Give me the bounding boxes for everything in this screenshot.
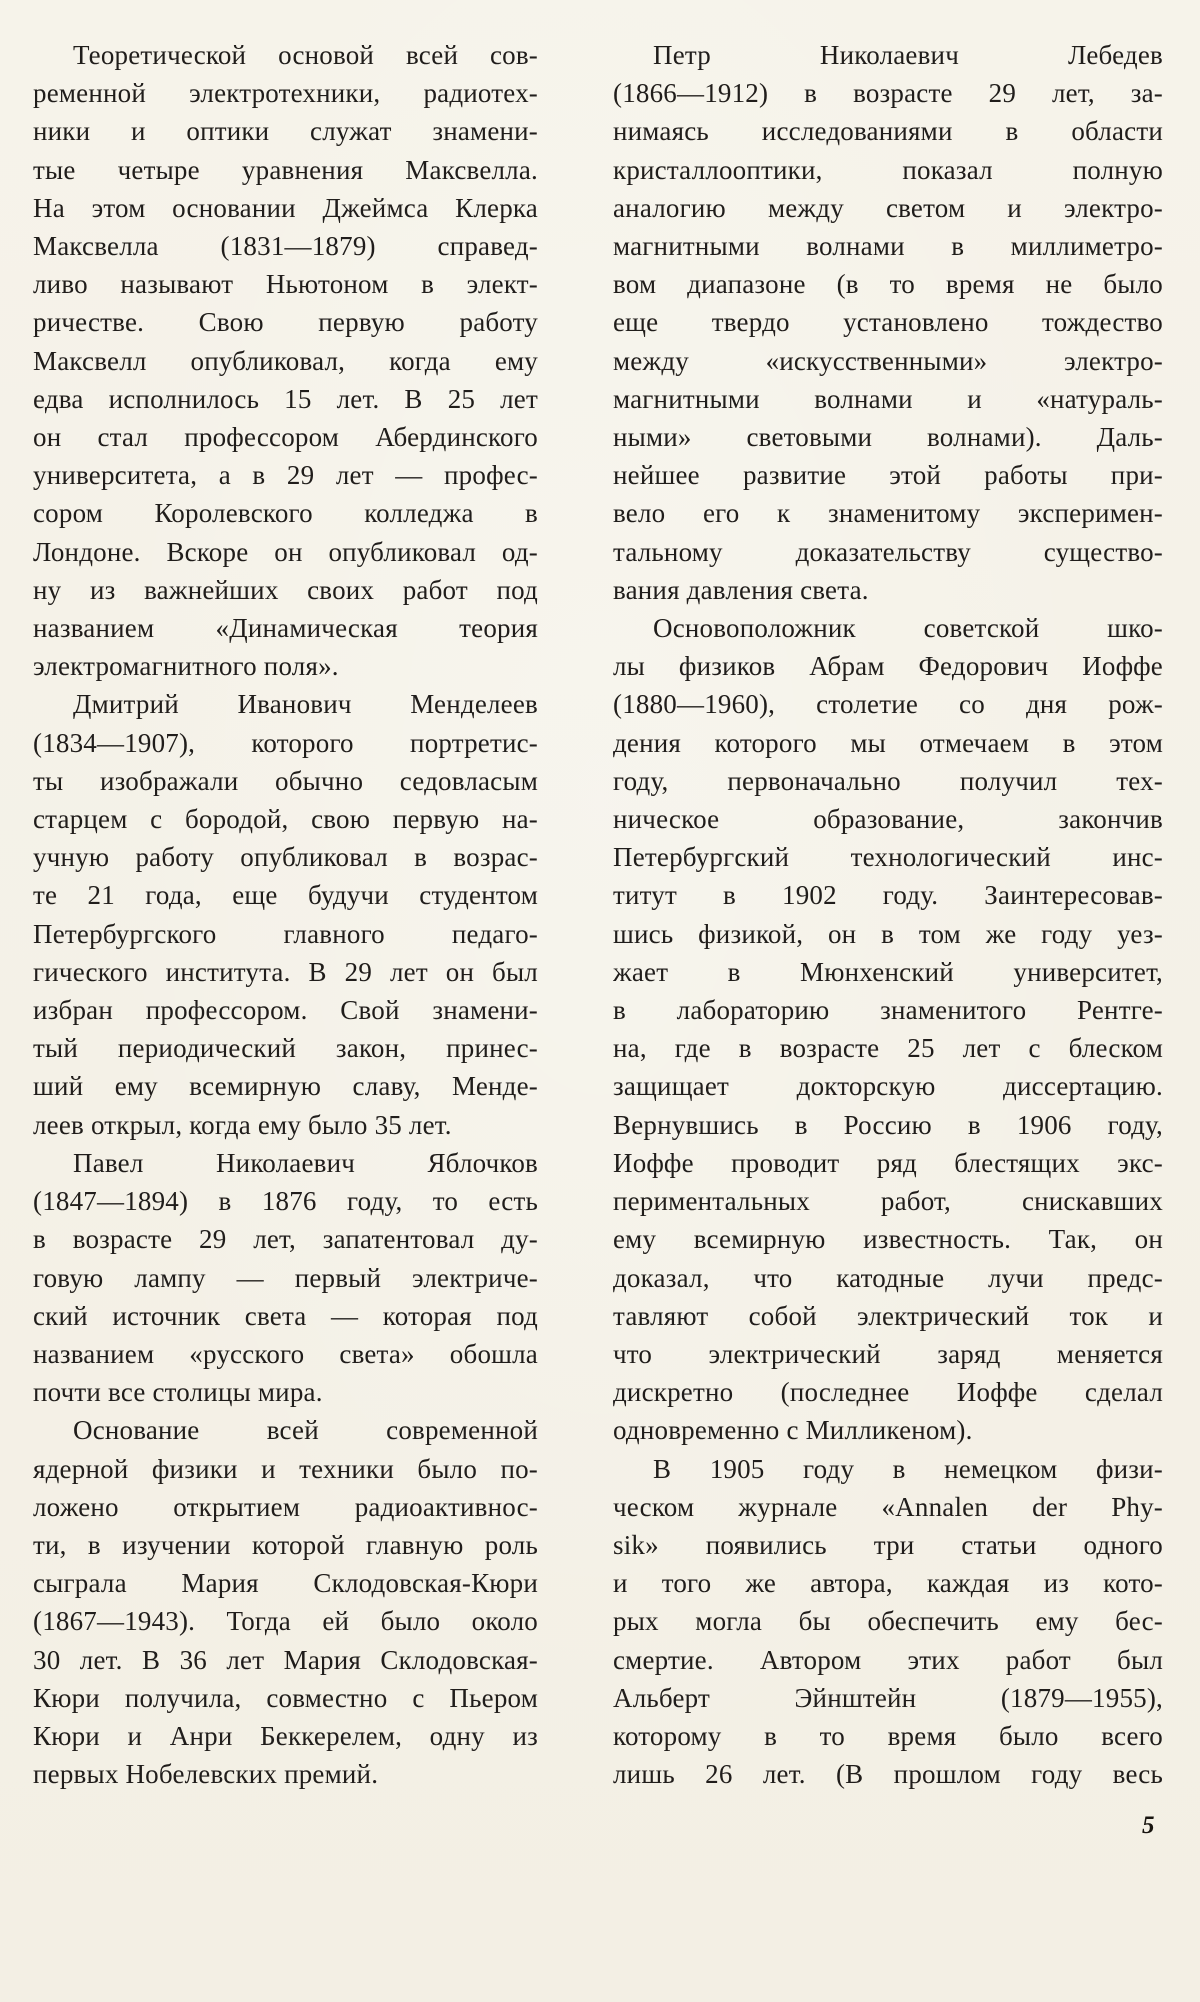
paragraph — [33, 36, 538, 685]
text-line: которому в то время было всего — [613, 1720, 1163, 1751]
text-line: Основание всей современной — [73, 1415, 538, 1446]
text-line: первых Нобелевских премий. — [33, 1759, 379, 1790]
text-line: жает в Мюнхенский университет, — [613, 956, 1163, 987]
paragraph — [33, 685, 538, 1143]
text-line: кристаллооптики, показал полную — [613, 154, 1163, 185]
text-line: ядерной физики и техники было по- — [33, 1453, 538, 1484]
text-line: названием «русского света» обошла — [33, 1338, 538, 1369]
text-line: ну из важнейших своих работ под — [33, 574, 538, 605]
text-line: между «искусственными» электро- — [613, 345, 1163, 376]
text-line: вело его к знаменитому эксперимен- — [613, 498, 1163, 529]
paragraph — [33, 1144, 538, 1411]
text-line: одновременно с Милликеном). — [613, 1415, 973, 1446]
text-line: ники и оптики служат знамени- — [33, 116, 538, 147]
text-line: Максвелла (1831—1879) справед- — [33, 231, 538, 262]
text-line: смертие. Автором этих работ был — [613, 1644, 1163, 1675]
text-line: Петербургского главного педаго- — [33, 918, 538, 949]
text-line: Альберт Эйнштейн (1879—1955), — [613, 1682, 1163, 1713]
text-line: дискретно (последнее Иоффе сделал — [613, 1377, 1163, 1408]
text-line: гического института. В 29 лет он был — [33, 956, 538, 987]
text-line: рых могла бы обеспечить ему бес- — [613, 1606, 1163, 1637]
text-line: лы физиков Абрам Федорович Иоффе — [613, 651, 1163, 682]
text-line: шись физикой, он в том же году уез- — [613, 918, 1163, 949]
text-line: Петр Николаевич Лебедев — [653, 40, 1163, 70]
paragraph — [613, 36, 1163, 609]
text-line: ными» световыми волнами). Даль- — [613, 422, 1163, 453]
text-line: Павел Николаевич Яблочков — [73, 1147, 538, 1178]
text-line: тый периодический закон, принес- — [33, 1033, 538, 1064]
text-line: лишь 26 лет. (В прошлом году весь — [613, 1759, 1163, 1790]
text-line: титут в 1902 году. Заинтересовав- — [613, 880, 1163, 911]
text-line: почти все столицы мира. — [33, 1377, 323, 1408]
paragraph — [613, 609, 1163, 1449]
text-line: нимаясь исследованиями в области — [613, 116, 1163, 147]
text-line: в возрасте 29 лет, запатентовал ду- — [33, 1224, 538, 1255]
text-line: Петербургский технологический инс- — [613, 842, 1163, 873]
text-line: году, первоначально получил тех- — [613, 765, 1163, 796]
text-line: ти, в изучении которой главную роль — [33, 1529, 538, 1560]
text-line: (1847—1894) в 1876 году, то есть — [33, 1186, 538, 1217]
text-line: в лабораторию знаменитого Рентге- — [613, 995, 1163, 1026]
text-line: ричестве. Свою первую работу — [33, 307, 538, 338]
text-line: Вернувшись в Россию в 1906 году, — [613, 1109, 1163, 1140]
text-line: магнитными волнами в миллиметро- — [613, 231, 1163, 262]
text-line: тые четыре уравнения Максвелла. — [33, 154, 538, 185]
text-line: аналогию между светом и электро- — [613, 192, 1163, 223]
text-line: леев открыл, когда ему было 35 лет. — [33, 1109, 452, 1140]
text-line: ременной электротехники, радиотех- — [33, 78, 538, 109]
text-line: sik» появились три статьи одного — [613, 1529, 1163, 1560]
text-line: сыграла Мария Склодовская-Кюри — [33, 1568, 538, 1599]
text-line: он стал профессором Абердинского — [33, 422, 538, 453]
text-line: Максвелл опубликовал, когда ему — [33, 345, 538, 376]
text-line: тальному доказательству существо- — [613, 536, 1163, 567]
text-line: В 1905 году в немецком физи- — [653, 1453, 1163, 1484]
text-line: 30 лет. В 36 лет Мария Склодовская- — [33, 1644, 538, 1675]
text-line: (1834—1907), которого портретис- — [33, 727, 538, 758]
text-line: еще твердо установлено тождество — [613, 307, 1163, 338]
text-line: электромагнитного поля». — [33, 651, 339, 682]
text-line: защищает докторскую диссертацию. — [613, 1071, 1163, 1102]
text-line: дения которого мы отмечаем в этом — [613, 727, 1163, 758]
text-line: старцем с бородой, свою первую на- — [33, 804, 538, 835]
page-number: 5 — [1142, 1812, 1155, 1839]
text-line: университета, а в 29 лет — профес- — [33, 460, 538, 491]
paragraph — [613, 1450, 1163, 1794]
text-line: Кюри и Анри Беккерелем, одну из — [33, 1720, 538, 1751]
text-line: на, где в возрасте 25 лет с блеском — [613, 1033, 1163, 1064]
paragraph — [33, 1411, 538, 1793]
text-line: ский источник света — которая под — [33, 1300, 538, 1331]
text-line: и того же автора, каждая из кото- — [613, 1568, 1163, 1599]
text-line: избран профессором. Свой знамени- — [33, 995, 538, 1026]
text-line: ническое образование, закончив — [613, 804, 1163, 835]
text-column-left — [33, 36, 538, 1793]
text-line: ему всемирную известность. Так, он — [613, 1224, 1163, 1255]
text-line: На этом основании Джеймса Клерка — [33, 192, 538, 223]
text-line: говую лампу — первый электриче- — [33, 1262, 538, 1293]
text-line: ложено открытием радиоактивнос- — [33, 1491, 538, 1522]
text-line: Кюри получила, совместно с Пьером — [33, 1682, 538, 1713]
text-line: доказал, что катодные лучи предс- — [613, 1262, 1163, 1293]
text-line: названием «Динамическая теория — [33, 613, 538, 644]
text-line: едва исполнилось 15 лет. В 25 лет — [33, 383, 538, 414]
text-line: ливо называют Ньютоном в элект- — [33, 269, 538, 300]
text-line: что электрический заряд меняется — [613, 1338, 1163, 1369]
text-column-right — [613, 36, 1163, 1793]
text-line: Основоположник советской шко- — [653, 613, 1163, 644]
text-line: вания давления света. — [613, 574, 869, 605]
text-line: ший ему всемирную славу, Менде- — [33, 1071, 538, 1102]
text-line: нейшее развитие этой работы при- — [613, 460, 1163, 491]
text-line: тавляют собой электрический ток и — [613, 1300, 1163, 1331]
text-line: Лондоне. Вскоре он опубликовал од- — [33, 536, 538, 567]
text-line: вом диапазоне (в то время не было — [613, 269, 1163, 300]
text-line: сором Королевского колледжа в — [33, 498, 538, 529]
text-line: магнитными волнами и «натураль- — [613, 383, 1163, 414]
text-line: Теоретической основой всей сов- — [73, 40, 538, 70]
text-line: ты изображали обычно седовласым — [33, 765, 538, 796]
text-line: (1867—1943). Тогда ей было около — [33, 1606, 538, 1637]
text-line: учную работу опубликовал в возрас- — [33, 842, 538, 873]
text-line: (1880—1960), столетие со дня рож- — [613, 689, 1163, 720]
text-line: те 21 года, еще будучи студентом — [33, 880, 538, 911]
text-line: ческом журнале «Annalen der Phy- — [613, 1491, 1163, 1522]
text-line: периментальных работ, снискавших — [613, 1186, 1163, 1217]
text-line: Дмитрий Иванович Менделеев — [73, 689, 538, 720]
text-line: (1866—1912) в возрасте 29 лет, за- — [613, 78, 1163, 109]
text-line: Иоффе проводит ряд блестящих экс- — [613, 1147, 1163, 1178]
